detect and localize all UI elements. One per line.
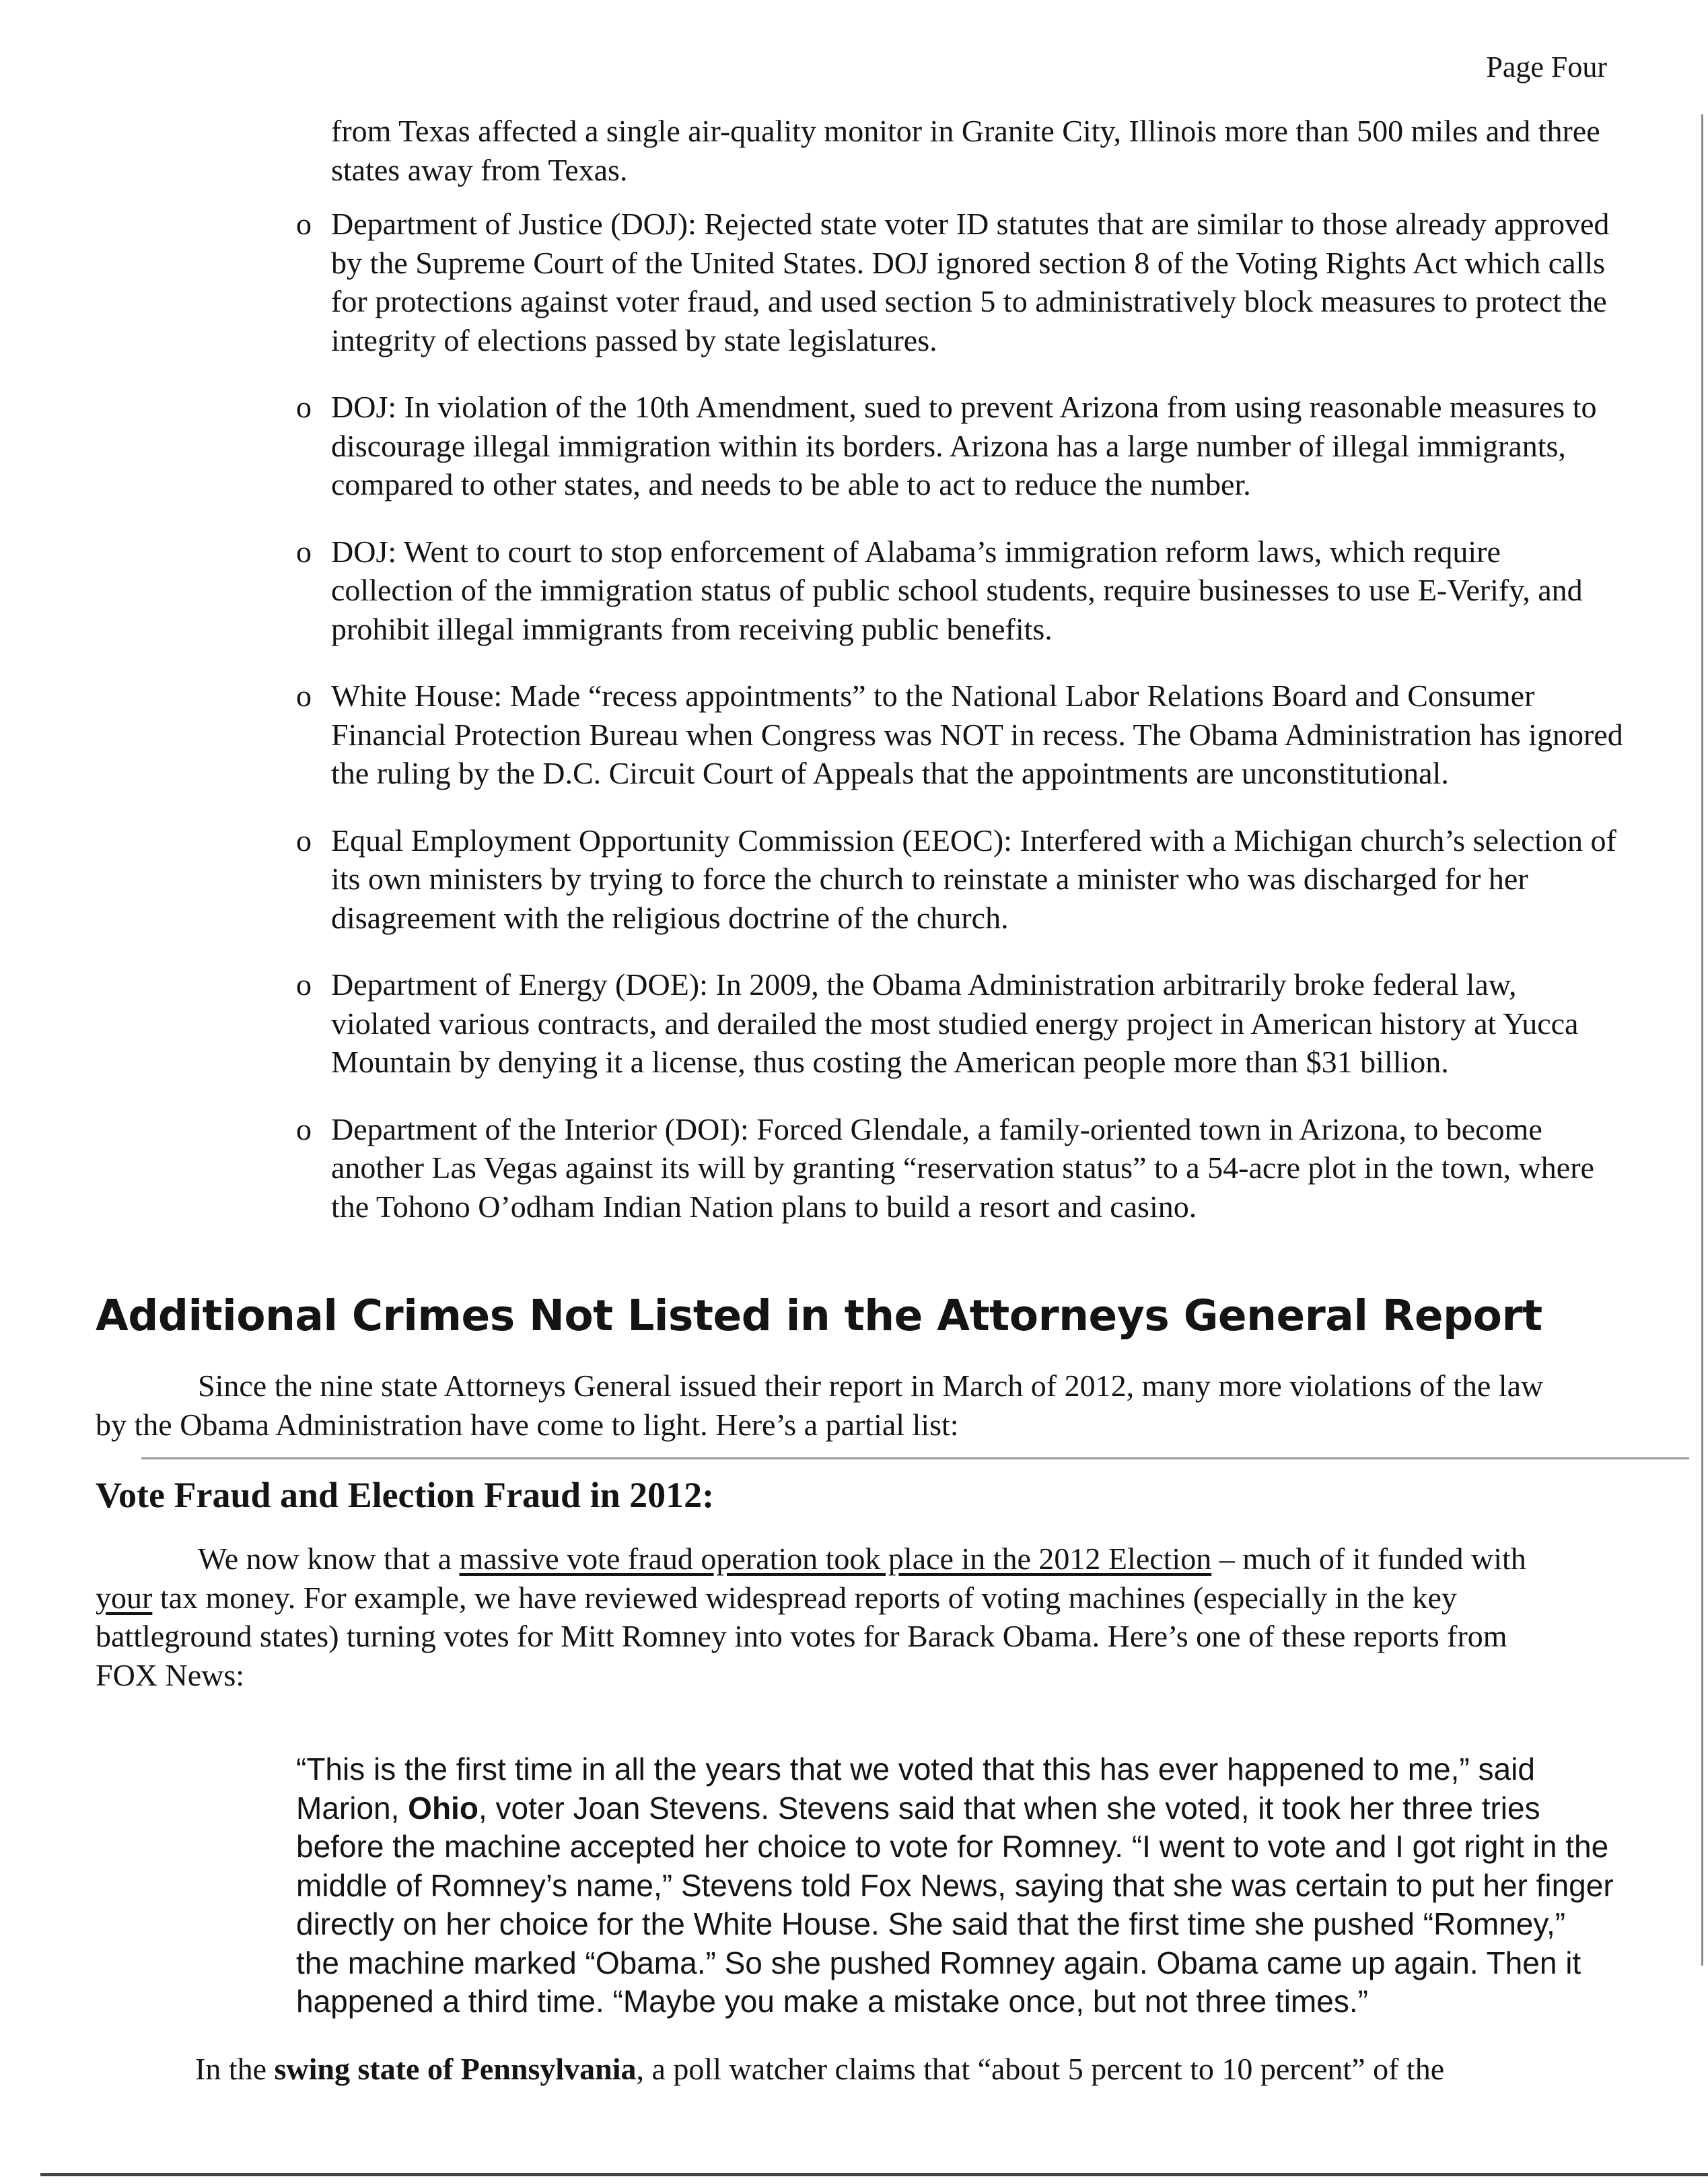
scan-fold-line xyxy=(141,1457,1689,1459)
quote-text: “This is the first time in all the years that we voted that this has ever happened to me,” said Marion, xyxy=(296,1752,1535,1826)
paragraph-text: tax money. For example, we have reviewed widespread reports of voting machines (especially in the key battleground states) turning votes for Mitt Romney into votes for Barack Obama. Here’s one of these reports from FOX News: xyxy=(96,1580,1507,1692)
bullet-marker: o xyxy=(296,967,312,1002)
intro-paragraph: Since the nine state Attorneys General issued their report in March of 2012, many more violations of the law by the Obama Administration have come to light. Here’s a partial list: xyxy=(96,1368,1544,1442)
bold-phrase: swing state of Pennsylvania xyxy=(274,2052,637,2086)
list-item xyxy=(296,677,1629,793)
section-heading: Additional Crimes Not Listed in the Attorneys General Report xyxy=(96,1291,1542,1340)
body-paragraph xyxy=(195,2050,1575,2089)
list-item-text: Department of Energy (DOE): In 2009, the Obama Administration arbitrarily broke federal law, violated various contracts, and derailed the most studied energy project in American history at Yucca Mountain by denying it a license, thus costing the American people more than $31 billion. xyxy=(331,967,1579,1079)
paragraph-text: – much of it funded with xyxy=(1211,1541,1526,1576)
list-item xyxy=(296,532,1629,649)
underlined-word: your xyxy=(96,1580,153,1615)
bullet-marker: o xyxy=(296,207,312,241)
quote-text: , voter Joan Stevens. Stevens said that when she voted, it took her three tries before the machine accepted her choice to vote for Romney. “I went to vote and I got right in the middle of Romney’s name,” Stevens told Fox News, saying that she was certain to put her finger directly on her choice for the White House. She said that the first time she pushed “Romney,” the machine marked “Obama.” So she pushed Romney again. Obama came up again. Then it happened a third time. “Maybe you make a mistake once, but not three times.” xyxy=(296,1790,1614,2019)
list-item-text: Department of Justice (DOJ): Rejected state voter ID statutes that are similar to those already approved by the Supreme Court of the United States. DOJ ignored section 8 of the Voting Rights Act which calls for protections against voter fraud, and used section 5 to administratively block measures to protect the integrity of elections passed by state legislatures. xyxy=(331,207,1610,357)
list-item xyxy=(296,388,1629,504)
list-item xyxy=(296,1110,1629,1226)
page-number: Page Four xyxy=(1486,50,1607,83)
list-item-text: DOJ: Went to court to stop enforcement of Alabama’s immigration reform laws, which require collection of the immigration status of public school students, require businesses to use E-Verify, and prohibit illegal immigrants from receiving public benefits. xyxy=(331,534,1583,646)
list-item-text: DOJ: In violation of the 10th Amendment, sued to prevent Arizona from using reasonable measures to discourage illegal immigration within its borders. Arizona has a large number of illegal immigrants, compared to other states, and needs to be able to act to reduce the number. xyxy=(331,390,1597,501)
paragraph-text: We now know that a xyxy=(198,1541,460,1576)
continuation-paragraph: from Texas affected a single air-quality monitor in Granite City, Illinois more than 500 miles and three states away from Texas. xyxy=(331,114,1600,187)
block-quote xyxy=(296,1750,1615,2021)
list-item-text: Department of the Interior (DOI): Forced Glendale, a family-oriented town in Arizona, to become another Las Vegas against its will by granting “reservation status” to a 54-acre plot in the town, where the Tohono O’odham Indian Nation plans to build a resort and casino. xyxy=(331,1111,1594,1224)
bullet-marker: o xyxy=(296,1111,312,1146)
paragraph-text: , a poll watcher claims that “about 5 percent to 10 percent” of the xyxy=(636,2052,1445,2086)
underlined-phrase: massive vote fraud operation took place in the 2012 Election xyxy=(459,1541,1212,1576)
list-item-text: White House: Made “recess appointments” to the National Labor Relations Board and Consumer Financial Protection Bureau when Congress was NOT in recess. The Obama Administration has ignored the ruling by the D.C. Circuit Court of Appeals that the appointments are unconstitutional. xyxy=(331,679,1623,790)
bullet-marker: o xyxy=(296,534,312,569)
bullet-marker: o xyxy=(296,679,312,713)
subheading: Vote Fraud and Election Fraud in 2012: xyxy=(96,1475,715,1515)
scan-bottom-rule xyxy=(40,2173,1708,2176)
bullet-marker: o xyxy=(296,390,312,424)
scan-edge-line xyxy=(1701,114,1703,1966)
list-item xyxy=(296,821,1629,938)
list-item-text: Equal Employment Opportunity Commission (EEOC): Interfered with a Michigan church’s selection of its own ministers by trying to force the church to reinstate a minister who was discharged for her disagreement with the religious doctrine of the church. xyxy=(331,823,1616,935)
paragraph-text: In the xyxy=(195,2052,275,2086)
body-paragraph xyxy=(96,1539,1542,1694)
list-item xyxy=(296,205,1629,359)
bullet-list xyxy=(296,205,1629,1254)
bold-word: Ohio xyxy=(408,1790,478,1826)
bullet-marker: o xyxy=(296,823,312,858)
list-item xyxy=(296,965,1629,1082)
